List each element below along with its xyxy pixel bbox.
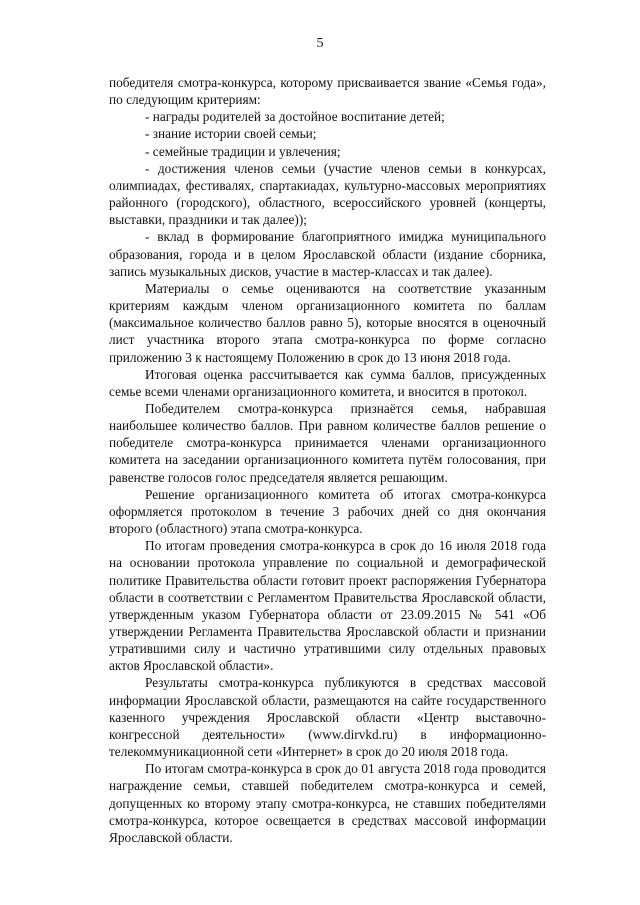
criterion-image-contribution: - вклад в формирование благоприятного имиджа муниципального образования, города и в целом Ярославской области (издание сборника, запись музыкальных дисков, участие в мастер-классах и так далее). [109, 229, 546, 279]
paragraph-final-score: Итоговая оценка рассчитывается как сумма баллов, присужденных семье всеми членами организационного комитета, и вносится в протокол. [109, 366, 546, 399]
paragraph-winner: Победителем смотра-конкурса признаётся семья, набравшая наибольшее количество баллов. При равном количестве баллов решение о победителе смотра-конкурса принимается членами организационного комитета на заседании организационного комитета путём голосования, при равенстве голосов голос председателя является решающим. [109, 400, 546, 485]
criterion-family-history: - знание истории своей семьи; [145, 126, 317, 142]
paragraph-awarding: По итогам смотра-конкурса в срок до 01 августа 2018 года проводится награждение семьи, ставшей победителем смотра-конкурса и семей, допущенных ко второму этапу смотра-конкурса, не ставших победителями смотра-конкурса, которое освещается в средствах массовой информации Ярославской области. [109, 761, 546, 845]
paragraph-decision: Решение организационного комитета об итогах смотра-конкурса оформляется протоколом в течение 3 рабочих дней со дня окончания второго (областного) этапа смотра-конкурса. [109, 486, 546, 537]
page-number: 5 [316, 36, 324, 51]
criterion-family-traditions: - семейные традиции и увлечения; [145, 143, 341, 159]
criterion-parent-awards: - награды родителей за достойное воспитание детей; [145, 109, 445, 125]
paragraph-results-order: По итогам проведения смотра-конкурса в срок до 16 июля 2018 года на основании протокола управление по социальной и демографической политике Правительства области готовит проект распоряжения Губернатора области в соответствии с Регламентом Правительства Ярославской области, утвержденным указом Губернатора области от 23.09.2015 № 541 «Об утверждении Регламента Правительства Ярославской области и признании утратившими силу и частично утратившими силу отдельных правовых актов Ярославской области». [109, 538, 546, 674]
document-body [109, 74, 546, 846]
criterion-family-achievements: - достижения членов семьи (участие членов семьи в конкурсах, олимпиадах, фестивалях, спартакиадах, культурно-массовых мероприятиях районного (городского), областного, всероссийского уровней (концерты, выставки, праздники и так далее)); [109, 160, 546, 228]
paragraph-publication: Результаты смотра-конкурса публикуются в средствах массовой информации Ярославской области, размещаются на сайте государственного казенного учреждения Ярославской области «Центр выставочно-конгрессной деятельности» (www.dirvkd.ru) в информационно-телекоммуникационной сети «Интернет» в срок до 20 июля 2018 года. [109, 675, 546, 760]
paragraph-evaluation: Материалы о семье оцениваются на соответствие указанным критериям каждым членом организационного комитета по баллам (максимальное количество баллов равно 5), которые вносятся в оценочный лист участника второго этапа смотра-конкурса по форме согласно приложению 3 к настоящему Положению в срок до 13 июня 2018 года. [109, 280, 546, 365]
paragraph-criteria-intro: победителя смотра-конкурса, которому присваивается звание «Семья года», по следующим критериям: [109, 75, 546, 108]
